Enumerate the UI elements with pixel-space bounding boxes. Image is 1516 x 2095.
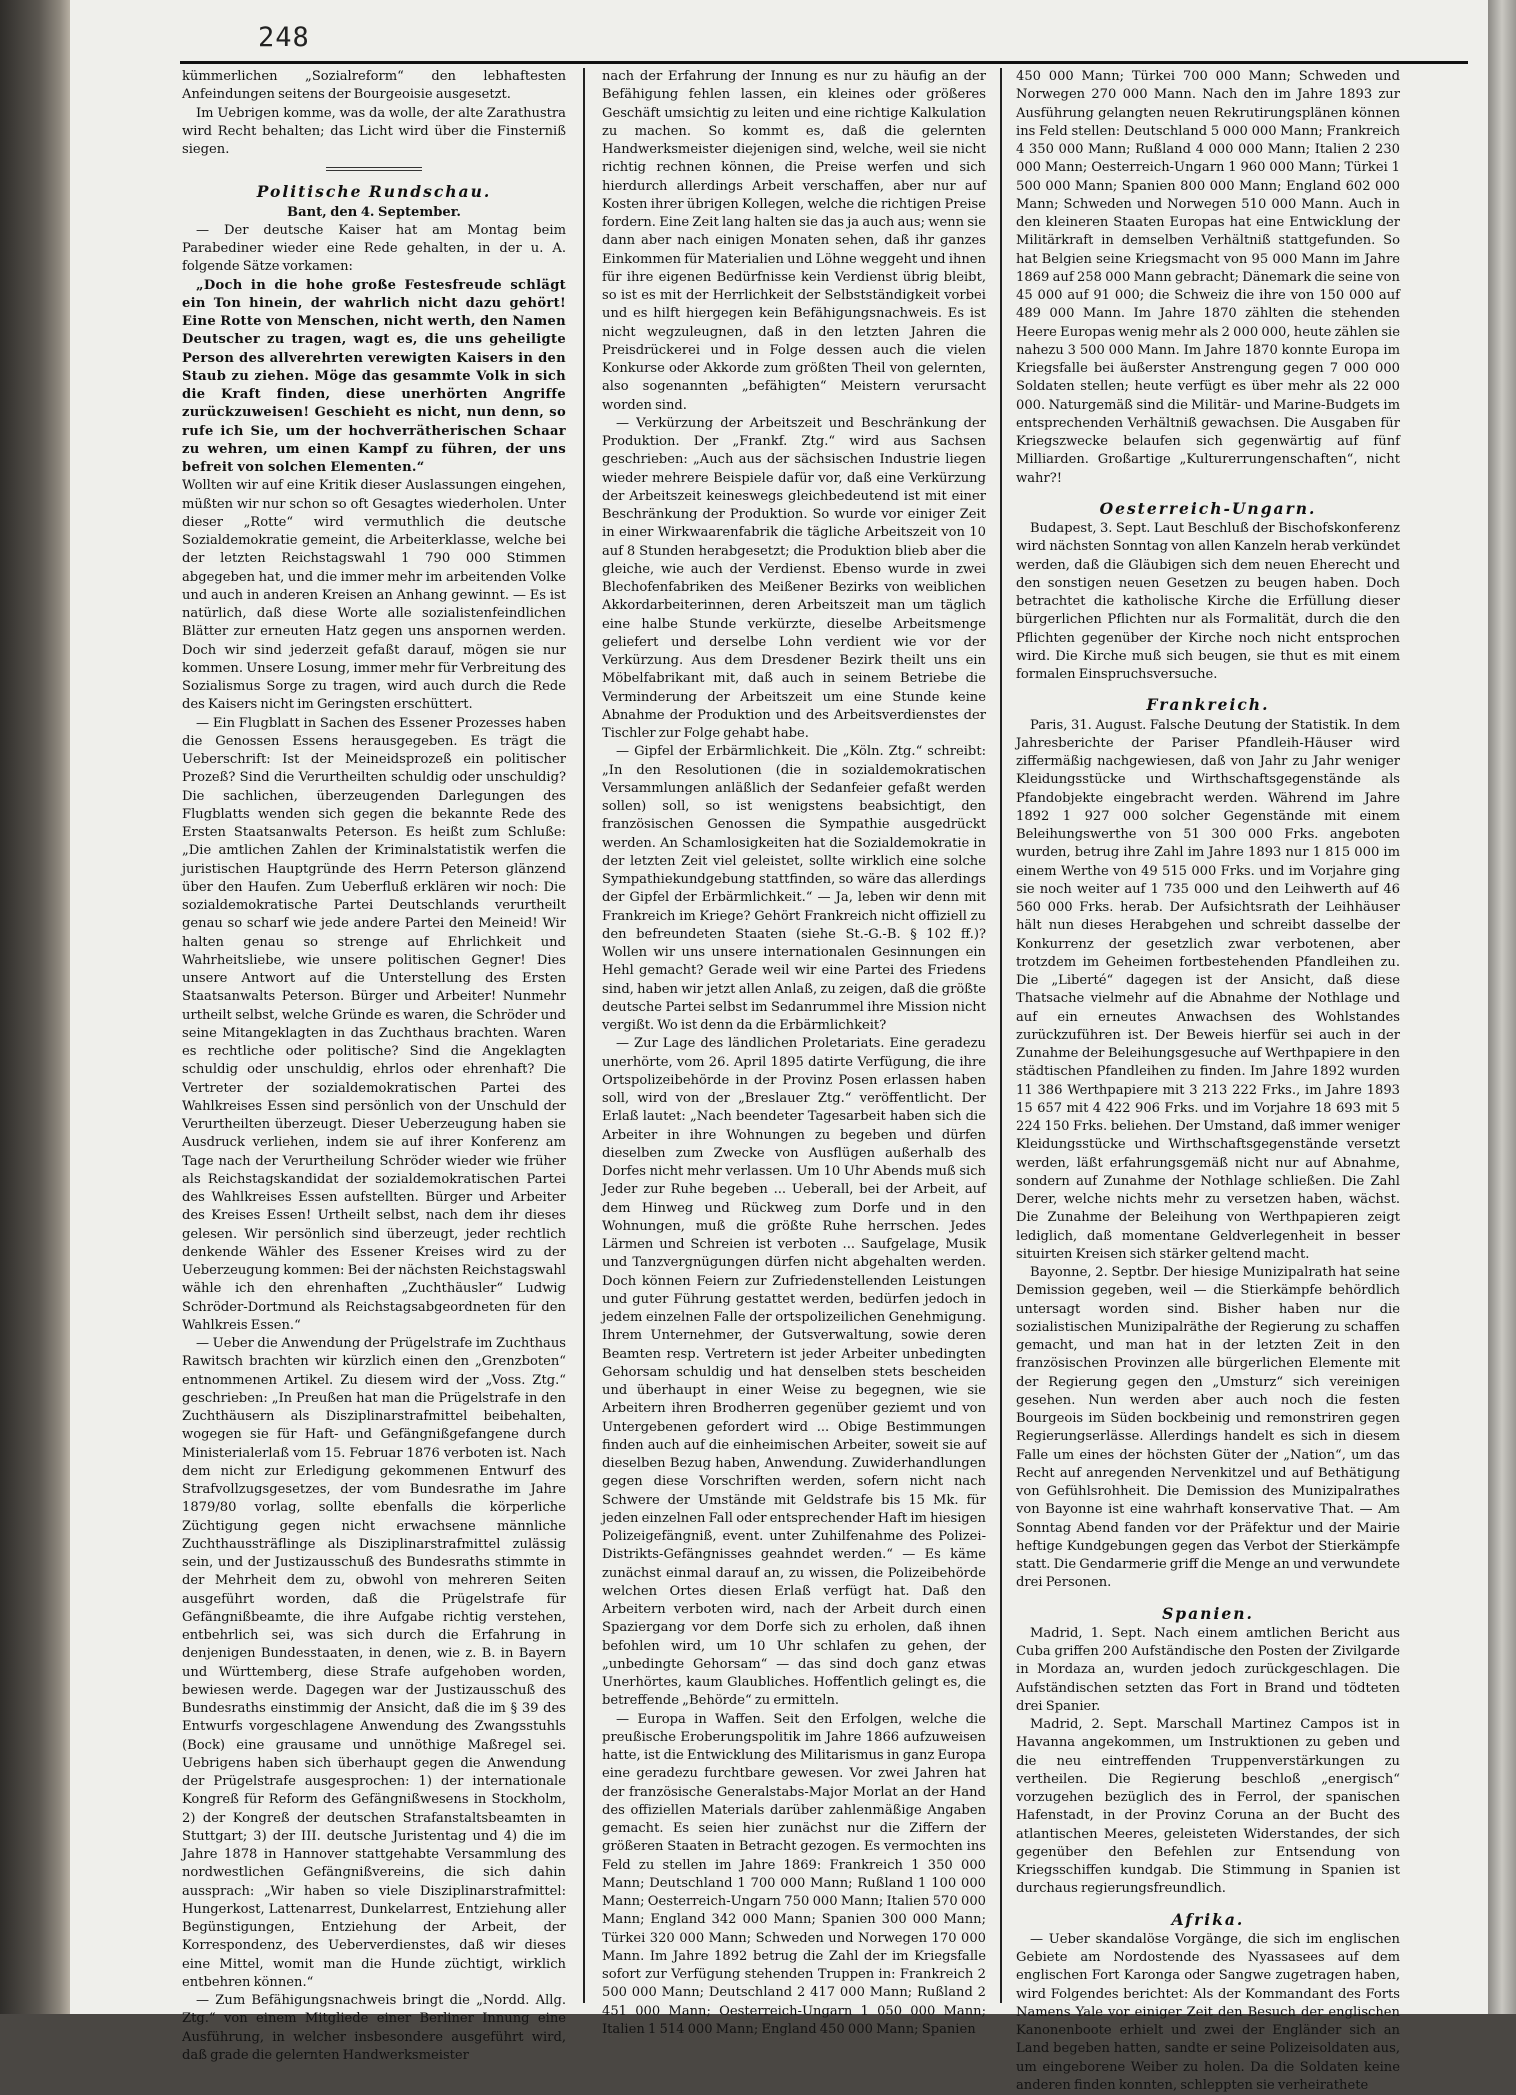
article-paragraph: kümmerlichen „Sozialreform“ den lebhaftesten Anfeindungen seitens der Bourgeoisie ausgesetzt. xyxy=(182,69,566,103)
text-column-3 xyxy=(1016,68,1400,2093)
page-number: 248 xyxy=(258,22,310,53)
article-paragraph: — Zum Befähigungsnachweis bringt die „Nordd. Allg. Ztg.“ von einem Mitgliede einer Berliner Innung eine Ausführung, in welcher insbesondere ausgeführt wird, daß grade die gelernten Handwerksmeister xyxy=(182,1993,566,2063)
section-heading: Spanien. xyxy=(1162,1603,1254,1623)
text-column-1 xyxy=(182,68,566,2063)
header-rule xyxy=(180,61,1468,64)
article-paragraph: Madrid, 2. Sept. Marschall Martinez Campos ist in Havanna angekommen, um Instruktionen zu geben und die neu eintreffenden Truppenverstärkungen zu vertheilen. Die Regierung beschloß „energisch“ vorzugehen bezüglich des in Ferrol, der spanischen Hafenstadt, in der Provinz Coruna an der Bucht des atlantischen Meeres, geleisteten Widerstandes, der sich gegenüber den Befehlen zur Entsendung von Kriegsschiffen kundgab. Die Stimmung in Spanien ist durchaus regierungsfreundlich. xyxy=(1016,1717,1400,1897)
article-paragraph: — Verkürzung der Arbeitszeit und Beschränkung der Produktion. Der „Frankf. Ztg.“ wird aus Sachsen geschrieben: „Auch aus der sächsischen Industrie liegen wieder mehrere Beispiele dafür vor, daß eine Verkürzung der Arbeitszeit keineswegs gleichbedeutend ist mit einer Beschränkung der Produktion. So wurde vor einiger Zeit in einer Wirkwaarenfabrik die tägliche Arbeitszeit von 10 auf 8 Stunden herabgesetzt; die Produktion blieb aber die gleiche, wie auch der Verdienst. Ebenso wurde in zwei Blechofenfabriken des Meißener Bezirks von weiblichen Akkordarbeiterinnen, deren Arbeitszeit man um täglich eine halbe Stunde verkürzte, dieselbe Arbeitsmenge geliefert und derselbe Lohn verdient wie vor der Verkürzung. Aus dem Dresdener Bezirk theilt uns ein Möbelfabrikant mit, daß auch in seinem Betriebe die Verminderung der Arbeitszeit um eine Stunde keine Abnahme der Produktion und des Arbeitsverdienstes der Tischler zur Folge gehabt habe. xyxy=(602,415,986,741)
article-paragraph: 450 000 Mann; Türkei 700 000 Mann; Schweden und Norwegen 270 000 Mann. Nach den im Jahre 1893 zur Ausführung gelangten neuen Rekrutirungsplänen können ins Feld stellen: Deutschland 5 000 000 Mann; Frankreich 4 350 000 Mann; Rußland 4 000 000 Mann; Italien 2 230 000 Mann; Oesterreich-Ungarn 1 960 000 Mann; Türkei 1 500 000 Mann; Spanien 800 000 Mann; England 602 000 Mann; Schweden und Norwegen 510 000 Mann. Auch in den kleineren Staaten Europas hat eine Entwicklung der Militärkraft in demselben Verhältniß stattgefunden. So hat Belgien seine Kriegsmacht von 95 000 Mann im Jahre 1869 auf 258 000 Mann gebracht; Dänemark die seine von 45 000 auf 91 000; die Schweiz die ihre von 150 000 auf 489 000 Mann. Im Jahre 1870 zählten die stehenden Heere Europas wenig mehr als 2 000 000, heute zählen sie nahezu 3 500 000 Mann. Im Jahre 1870 konnte Europa im Kriegsfalle bei äußerster Anstrengung gegen 7 000 000 Soldaten stellen; heute verfügt es über mehr als 22 000 000. Naturgemäß sind die Militär- und Marine-Budgets im entsprechenden Verhältniß gewachsen. Die Ausgaben für Kriegszwecke belaufen sich gegenwärtig auf fünf Milliarden. Großartige „Kulturerrungenschaften“, nicht wahr?! xyxy=(1016,69,1400,486)
dateline: Bant, den 4. September. xyxy=(287,204,461,220)
article-paragraph: Im Uebrigen komme, was da wolle, der alte Zarathustra wird Recht behalten; das Licht wird über die Finsterniß siegen. xyxy=(182,105,566,157)
article-paragraph: — Ueber die Anwendung der Prügelstrafe im Zuchthaus Rawitsch brachten wir kürzlich einen den „Grenzboten“ entnommenen Artikel. Zu diesem wird der „Voss. Ztg.“ geschrieben: „In Preußen hat man die Prügelstrafe in den Zuchthäusern als Disziplinarstrafmittel beibehalten, wogegen sie für Haft- und Gefängnißgefangene durch Ministerialerlaß vom 15. Februar 1876 verboten ist. Nach dem nicht zur Erledigung gekommenen Entwurf des Strafvollzugsgesetzes, der vom Bundesrathe im Jahre 1879/80 vorlag, sollte ebenfalls die körperliche Züchtigung gegen nicht erwachsene männliche Zuchthaussträflinge als Disziplinarstrafmittel zulässig sein, und der Justizausschuß des Bundesraths stimmte in der Mehrheit dem zu, obwohl von mehreren Seiten ausgeführt worden, daß die Prügelstrafe für Gefängnißbeamte, die ihre Aufgabe richtig verstehen, entbehrlich sei, was sich durch die Erfahrung in denjenigen Bundesstaaten, in denen, wie z. B. in Bayern und Württemberg, diese Strafe aufgehoben worden, bewiesen werde. Dagegen war der Justizausschuß des Bundesraths einstimmig der Ansicht, daß die im § 39 des Entwurfs vorgeschlagene Anwendung des Zwangsstuhls (Bock) eine grausame und unnöthige Maßregel sei. Uebrigens haben sich überhaupt gegen die Anwendung der Prügelstrafe ausgesprochen: 1) der internationale Kongreß für Reform des Gefängnißwesens in Stockholm, 2) der Kongreß der deutschen Strafanstaltsbeamten in Stuttgart; 3) der III. deutsche Juristentag und 4) die im Jahre 1878 in Hannover stattgehabte Versammlung des nordwestlichen Gefängnißvereins, die sich dahin aussprach: „Wir haben so viele Disziplinarstrafmittel: Hungerkost, Lattenarrest, Dunkelarrest, Entziehung aller Begünstigungen, Entziehung der Arbeit, der Korrespondenz, des Ueberverdienstes, daß wir dieses eine Mittel, womit man die Hunde züchtigt, wirklich entbehren können.“ xyxy=(182,1336,566,1990)
article-paragraph: — Zur Lage des ländlichen Proletariats. Eine geradezu unerhörte, vom 26. April 1895 datirte Verfügung, die ihre Ortspolizeibehörde in der Provinz Posen erlassen haben soll, wird von der „Breslauer Ztg.“ veröffentlicht. Der Erlaß lautet: „Nach beendeter Tagesarbeit haben sich die Arbeiter in ihre Wohnungen zu begeben und dürfen dieselben zum Zwecke von Ausflügen außerhalb des Dorfes nicht mehr verlassen. Um 10 Uhr Abends muß sich Jeder zur Ruhe begeben ... Ueberall, bei der Arbeit, auf dem Hinweg und Rückweg zum Dorfe und in den Wohnungen, muß die größte Ruhe herrschen. Jedes Lärmen und Schreien ist verboten ... Saufgelage, Musik und Tanzvergnügungen dürfen nicht abgehalten werden. Doch können Feiern zur Zufriedenstellenden Leistungen und guter Führung gestattet werden, bedürfen jedoch in jedem einzelnen Falle der ortspolizeilichen Genehmigung. Ihrem Unternehmer, der Gutsverwaltung, sowie deren Beamten resp. Vertretern ist jeder Arbeiter unbedingten Gehorsam schuldig und hat denselben stets bescheiden und überhaupt in einer Weise zu begegnen, wie sie Arbeitern ihren Brodherren gegenüber geziemt und von Untergebenen gefordert wird ... Obige Bestimmungen finden auch auf die einheimischen Arbeiter, soweit sie auf dieselben Bezug haben, Anwendung. Zuwiderhandlungen gegen diese Vorschriften werden, sofern nicht nach Schwere der Umstände mit Geldstrafe bis 15 Mk. für jeden einzelnen Fall oder entsprechender Haft im hiesigen Polizeigefängniß, event. unter Zuhilfenahme des Polizei-Distrikts-Gefängnisses geahndet werden.“ — Es käme zunächst einmal darauf an, zu wissen, die Polizeibehörde welchen Ortes diesen Erlaß verfügt hat. Daß den Arbeitern verboten wird, nach der Arbeit durch einen Spaziergang vor dem Dorfe sich zu erholen, daß ihnen befohlen wird, um 10 Uhr schlafen zu gehen, der „unbedingte Gehorsam“ — das sind doch ganz etwas Unerhörtes, kaum Glaubliches. Hoffentlich gelingt es, die betreffende „Behörde“ zu ermitteln. xyxy=(602,1036,986,1709)
text-column-2 xyxy=(602,68,986,2037)
article-paragraph: — Europa in Waffen. Seit den Erfolgen, welche die preußische Eroberungspolitik im Jahre 1866 aufzuweisen hatte, ist die Entwicklung des Militarismus in ganz Europa eine geradezu furchtbare gewesen. Vor zwei Jahren hat der französische Generalstabs-Major Morlat an der Hand des offiziellen Materials darüber zahlenmäßige Angaben gemacht. Es seien hier zunächst nur die Ziffern der größeren Staaten in Betracht gezogen. Es vermochten ins Feld zu stellen im Jahre 1869: Frankreich 1 350 000 Mann; Deutschland 1 700 000 Mann; Rußland 1 100 000 Mann; Oesterreich-Ungarn 750 000 Mann; Italien 570 000 Mann; England 342 000 Mann; Spanien 300 000 Mann; Türkei 320 000 Mann; Schweden und Norwegen 170 000 Mann. Im Jahre 1892 betrug die Zahl der im Kriegsfalle sofort zur Verfügung stehenden Truppen in: Frankreich 2 500 000 Mann; Deutschland 2 417 000 Mann; Rußland 2 451 000 Mann; Oesterreich-Ungarn 1 050 000 Mann; Italien 1 514 000 Mann; England 450 000 Mann; Spanien xyxy=(602,1711,986,2037)
article-paragraph: Paris, 31. August. Falsche Deutung der Statistik. In dem Jahresberichte der Pariser Pfandleih-Häuser wird ziffermäßig nachgewiesen, daß von Jahr zu Jahr weniger Kleidungsstücke und Wirthschaftsgegenstände als Pfandobjekte eingebracht werden. Während im Jahre 1892 1 927 000 solcher Gegenstände mit einem Beleihungswerthe von 51 300 000 Frks. angeboten wurden, betrug ihre Zahl im Jahre 1893 nur 1 815 000 im einem Werthe von 49 515 000 Frks. und im Vorjahre ging sie noch weiter auf 1 735 000 und den Leihwerth auf 46 560 000 Frks. herab. Der Aufsichtsrath der Leihhäuser hält nun dieses Herabgehen und schreibt dasselbe der Konkurrenz der gesetzlich zwar verbotenen, aber trotzdem im Geheimen fortbestehenden Pfandleihen zu. Die „Liberté“ dagegen ist der Ansicht, daß diese Thatsache vielmehr auf die Abnahme der Nothlage und auf ein erneutes Anwachsen des Wohlstandes zurückzuführen ist. Der Beweis hierfür sei auch in der Zunahme der Beleihungsgesuche auf Werthpapiere in den städtischen Pfandleihen zu finden. Im Jahre 1892 wurden 11 386 Werthpapiere mit 3 213 222 Frks., im Jahre 1893 15 657 mit 4 422 906 Frks. und im Vorjahre 18 693 mit 5 224 150 Frks. beliehen. Der Umstand, daß immer weniger Kleidungsstücke und Wirthschaftsgegenstände versetzt werden, läßt erfahrungsgemäß nicht nur auf Abnahme, sondern auf Zunahme der Nothlage schließen. Die Zahl Derer, welche nichts mehr zu versetzen haben, wächst. Die Zunahme der Beleihung von Werthpapieren zeigt lediglich, daß momentane Geldverlegenheit in besser situirten Kreisen sich stärker geltend macht. xyxy=(1016,717,1400,1262)
section-heading: Politische Rundschau. xyxy=(256,182,492,202)
section-heading: Frankreich. xyxy=(1146,695,1270,715)
article-paragraph: — Ein Flugblatt in Sachen des Essener Prozesses haben die Genossen Essens herausgegeben. Es trägt die Ueberschrift: Ist der Meineidsprozeß ein politischer Prozeß? Sind die Verurtheilten schuldig oder unschuldig? Die sachlichen, überzeugenden Darlegungen des Flugblatts wenden sich gegen die bekannte Rede des Ersten Staatsanwalts Peterson. Es heißt zum Schluße: „Die amtlichen Zahlen der Kriminalstatistik werfen die juristischen Hauptgründe des Herrn Peterson glänzend über den Haufen. Zum Ueberfluß erklären wir noch: Die sozialdemokratische Partei Deutschlands verurtheilt genau so scharf wie jede andere Partei den Meineid! Wir halten genau so strenge auf Ehrlichkeit und Wahrheitsliebe, wie unsere politischen Gegner! Dies unsere Antwort auf die Unterstellung des Ersten Staatsanwalts Peterson. Bürger und Arbeiter! Nunmehr urtheilt selbst, welche Gründe es waren, die Schröder und seine Mitangeklagten in das Zuchthaus brachten. Waren es rechtliche oder politische? Sind die Angeklagten schuldig oder unschuldig, ehrlos oder ehrenhaft? Die Vertreter der sozialdemokratischen Partei des Wahlkreises Essen sind persönlich von der Unschuld der Verurtheilten überzeugt. Dieser Ueberzeugung haben sie Ausdruck verliehen, indem sie auf ihrer Konferenz am Tage nach der Verurtheilung Schröder wieder wie früher als Reichstagskandidat der sozialdemokratischen Partei des Wahlkreises Essen aufstellten. Bürger und Arbeiter des Kreises Essen! Urtheilt selbst, nach dem ihr dieses gelesen. Wir persönlich sind überzeugt, jeder rechtlich denkende Wähler des Essener Kreises wird zu der Ueberzeugung kommen: Bei der nächsten Reichstagswahl wähle ich den ehrenhaften „Zuchthäusler“ Ludwig Schröder-Dortmund als Reichstagsabgeordneten für den Wahlkreis Essen.“ xyxy=(182,715,566,1333)
article-paragraph: — Der deutsche Kaiser hat am Montag beim Parabediner wieder eine Rede gehalten, in der u. A. folgende Sätze vorkamen: xyxy=(182,222,566,275)
article-paragraph: Budapest, 3. Sept. Laut Beschluß der Bischofskonferenz wird nächsten Sonntag von allen Kanzeln herab verkündet werden, daß die Gläubigen sich dem neuen Eherecht und den sonstigen neuen Gesetzen zu beugen haben. Doch betrachtet die katholische Kirche die Erfüllung dieser bürgerlichen Pflichten nur als Formalität, durch die den Pflichten gegenüber der Kirche noch nicht entsprochen wird. Die Kirche muß sich beugen, sie thut es mit einem formalen Einspruchsversuche. xyxy=(1016,521,1400,682)
column-divider xyxy=(1000,68,1002,2003)
newspaper-page xyxy=(70,0,1488,2093)
article-paragraph: Wollten wir auf eine Kritik dieser Auslassungen eingehen, müßten wir nur schon so oft Gesagtes wiederholen. Unter dieser „Rotte“ wird vermuthlich die deutsche Sozialdemokratie gemeint, die Arbeiterklasse, welche bei der letzten Reichstagswahl 1 790 000 Stimmen abgegeben hat, und die immer mehr im arbeitenden Volke und auch in anderen Kreisen an Anhang gewinnt. — Es ist natürlich, daß diese Worte alle sozialistenfeindlichen Blätter zur erneuten Hatz gegen uns anspornen werden. Doch wir sind jederzeit gefaßt darauf, mögen sie nur kommen. Unsere Losung, immer mehr für Verbreitung des Sozialismus Sorge zu tragen, wird auch durch die Rede des Kaisers nicht im Geringsten erschüttert. xyxy=(182,478,566,713)
article-paragraph: „Doch in die hohe große Festesfreude schlägt ein Ton hinein, der wahrlich nicht dazu gehört! Eine Rotte von Menschen, nicht werth, den Namen Deutscher zu tragen, wagt es, die uns geheiligte Person des allverehrten verewigten Kaisers in den Staub zu ziehen. Möge das gesammte Volk in sich die Kraft finden, diese unerhörten Angriffe zurückzuweisen! Geschieht es nicht, nun denn, so rufe ich Sie, um der hochverrätherischen Schaar zu wehren, um einen Kampf zu führen, der uns befreit von solchen Elementen.“ xyxy=(182,277,566,475)
article-paragraph: — Ueber skandalöse Vorgänge, die sich im englischen Gebiete am Nordostende des Nyassasees auf dem englischen Fort Karonga oder Sangwe zugetragen haben, wird Folgendes berichtet: Als der Kommandant des Forts Namens Yale vor einiger Zeit den Besuch der englischen Kanonenboote erhielt und zwei der Engländer sich an Land begeben hatten, sandte er seine Polizeisoldaten aus, um eingeborene Weiber zu holen. Da die Soldaten keine anderen finden konnten, schleppten sie verheirathete xyxy=(1016,1931,1400,2093)
book-binding-shadow xyxy=(0,0,70,2014)
section-heading: Oesterreich-Ungarn. xyxy=(1099,498,1317,518)
article-paragraph: Bayonne, 2. Septbr. Der hiesige Munizipalrath hat seine Demission gegeben, weil — die Stierkämpfe behördlich untersagt worden sind. Bisher haben nur die sozialistischen Munizipalräthe der Regierung zu schaffen gemacht, und man hat in der letzten Zeit in den französischen Provinzen alle bürgerlichen Elemente mit der Regierung gegen den „Umsturz“ sich vereinigen gesehen. Nun werden aber auch noch die festen Bourgeois im Süden bockbeinig und remonstriren gegen Regierungserlässe. Allerdings handelt es sich in diesem Falle um eines der höchsten Güter der „Nation“, um das Recht auf anregenden Nervenkitzel und auf Bethätigung von Gefühlsrohheit. Die Demission des Munizipalrathes von Bayonne ist eine wahrhaft konservative That. — Am Sonntag Abend fanden vor der Präfektur und der Mairie heftige Kundgebungen gegen das Verbot der Stierkämpfe statt. Die Gendarmerie griff die Menge an und verwundete drei Personen. xyxy=(1016,1265,1400,1591)
section-heading: Afrika. xyxy=(1171,1909,1245,1929)
article-paragraph: nach der Erfahrung der Innung es nur zu häufig an der Befähigung fehlen lassen, ein kleines oder größeres Geschäft umsichtig zu leiten und eine richtige Kalkulation zu machen. So kommt es, daß die gelernten Handwerksmeister diejenigen sind, welche, weil sie nicht richtig rechnen können, die Preise werfen und sich hierdurch allerdings Arbeit verschaffen, aber nur auf Kosten ihrer übrigen Kollegen, welche die richtigen Preise fordern. Eine Zeit lang halten sie das ja auch aus; wenn sie dann aber nach einigen Monaten sehen, daß ihr ganzes Einkommen für Materialien und Löhne weggeht und ihnen für ihre eigenen Bedürfnisse kein Verdienst übrig bleibt, so ist es mit der Herrlichkeit der Selbstständigkeit vorbei und es hilft hiergegen kein Befähigungsnachweis. Es ist nicht wegzuleugnen, daß in den letzten Jahren die Preisdrückerei und in Folge dessen auch die vielen Konkurse oder Akkorde zum größten Theil von gelernten, also sogenannten „befähigten“ Meistern verursacht worden sind. xyxy=(602,69,986,413)
page-edge-strip xyxy=(1488,0,1516,2014)
article-paragraph: Madrid, 1. Sept. Nach einem amtlichen Bericht aus Cuba griffen 200 Aufständische den Posten der Zivilgarde in Mordaza an, wurden jedoch zurückgeschlagen. Die Aufständischen setzten das Fort in Brand und tödteten drei Spanier. xyxy=(1016,1625,1400,1714)
section-separator xyxy=(326,167,422,171)
column-divider xyxy=(583,68,585,2003)
article-paragraph: — Gipfel der Erbärmlichkeit. Die „Köln. Ztg.“ schreibt: „In den Resolutionen (die in sozialdemokratischen Versammlungen anläßlich der Sedanfeier gefaßt werden sollen) soll, so ist wenigstens beabsichtigt, den französischen Genossen die Sympathie ausgedrückt werden. An Schamlosigkeiten hat die Sozialdemokratie in der letzten Zeit viel geleistet, sollte wirklich eine solche Sympathiekundgebung stattfinden, so wäre das allerdings der Gipfel der Erbärmlichkeit.“ — Ja, leben wir denn mit Frankreich im Kriege? Gehört Frankreich nicht offiziell zu den befreundeten Staaten (siehe St.-G.-B. § 102 ff.)? Wollen wir uns unsere internationalen Gesinnungen ein Hehl gemacht? Gerade weil wir eine Partei des Friedens sind, haben wir jetzt allen Anlaß, zu zeigen, daß die größte deutsche Partei selbst im Sedanrummel ihre Mission nicht vergißt. Wo ist denn da die Erbärmlichkeit? xyxy=(602,744,986,1033)
